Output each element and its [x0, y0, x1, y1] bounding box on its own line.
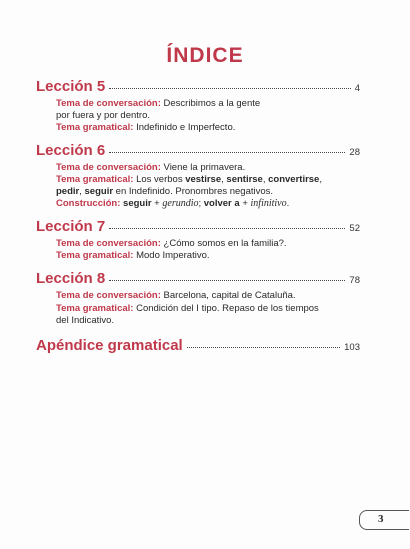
grammar-label: Tema gramatical:	[56, 174, 134, 185]
grammar-line	[56, 303, 362, 315]
lesson-title: Lección 8	[36, 270, 106, 287]
verb: sentirse	[226, 174, 263, 185]
lesson-title: Lección 7	[36, 218, 106, 235]
grammar-line	[56, 250, 362, 262]
dot-leader	[109, 88, 351, 89]
grammar-line	[56, 122, 362, 134]
topic-label: Tema de conversación:	[56, 162, 161, 173]
construction-line	[56, 198, 362, 210]
topic-label: Tema de conversación:	[56, 238, 161, 249]
grammar-text: Los verbos	[133, 174, 186, 185]
verb: pedir	[56, 186, 80, 197]
grammar-line	[56, 174, 362, 186]
topic-text: Barcelona, capital de Cataluña.	[160, 290, 296, 301]
page-number: 28	[349, 147, 360, 158]
grammar-text: Indefinido e Imperfecto.	[133, 122, 236, 133]
construction-label: Construcción:	[56, 198, 121, 209]
page-title: ÍNDICE	[166, 44, 244, 67]
page-number: 78	[349, 275, 360, 286]
lesson-title: Lección 6	[36, 142, 106, 159]
construction-verb: volver a	[203, 198, 240, 209]
grammar-line-cont	[56, 186, 362, 198]
verb: convertirse	[268, 174, 320, 185]
grammar-text-cont: del Indicativo.	[56, 315, 115, 326]
topic-text: Describimos a la gente	[160, 98, 261, 109]
grammar-text: Modo Imperativo.	[133, 250, 210, 261]
dot-leader	[109, 280, 345, 281]
toc-entry-leccion-6[interactable]	[36, 142, 360, 159]
topic-line-cont	[56, 110, 362, 122]
topic-label: Tema de conversación:	[56, 290, 161, 301]
topic-text-cont: por fuera y por dentro.	[56, 110, 150, 121]
verb: vestirse	[185, 174, 222, 185]
topic-label: Tema de conversación:	[56, 98, 161, 109]
sep: ,	[262, 174, 269, 185]
grammar-text: Condición del I tipo. Repaso de los tiempos	[133, 303, 319, 314]
grammar-line-cont	[56, 315, 362, 327]
topic-text: ¿Cómo somos en la familia?.	[160, 238, 287, 249]
verb: seguir	[84, 186, 114, 197]
lesson-title: Lección 5	[36, 78, 106, 95]
page-number: 103	[344, 342, 360, 353]
page-number: 4	[354, 83, 360, 94]
topic-line	[56, 162, 362, 174]
construction-form: infinitivo	[250, 198, 287, 209]
grammar-label: Tema gramatical:	[56, 303, 134, 314]
page-number-label: 3	[378, 513, 384, 525]
appendix-title: Apéndice gramatical	[36, 337, 183, 354]
sep: ,	[221, 174, 227, 185]
grammar-text-cont: en Indefinido. Pronombres negativos.	[113, 186, 274, 197]
construction-verb: seguir	[123, 198, 152, 209]
topic-line	[56, 290, 362, 302]
grammar-label: Tema gramatical:	[56, 250, 134, 261]
toc-entry-leccion-7[interactable]	[36, 218, 360, 235]
construction-form: gerundio	[162, 198, 199, 209]
grammar-label: Tema gramatical:	[56, 122, 134, 133]
dot-leader	[109, 228, 345, 229]
dot-leader	[187, 347, 340, 348]
sep: ;	[198, 198, 204, 209]
period: .	[286, 198, 290, 209]
dot-leader	[109, 152, 345, 153]
toc-entry-leccion-8[interactable]	[36, 270, 360, 287]
toc-entry-apendice[interactable]	[36, 337, 360, 354]
page-number-tab	[359, 510, 409, 530]
page-number: 52	[349, 223, 360, 234]
topic-line	[56, 98, 362, 110]
sep: ,	[319, 174, 322, 185]
topic-line	[56, 238, 362, 250]
plus: +	[239, 198, 251, 209]
sep: ,	[79, 186, 85, 197]
topic-text: Viene la primavera.	[160, 162, 246, 173]
plus: +	[151, 198, 163, 209]
toc-entry-leccion-5[interactable]	[36, 78, 360, 95]
